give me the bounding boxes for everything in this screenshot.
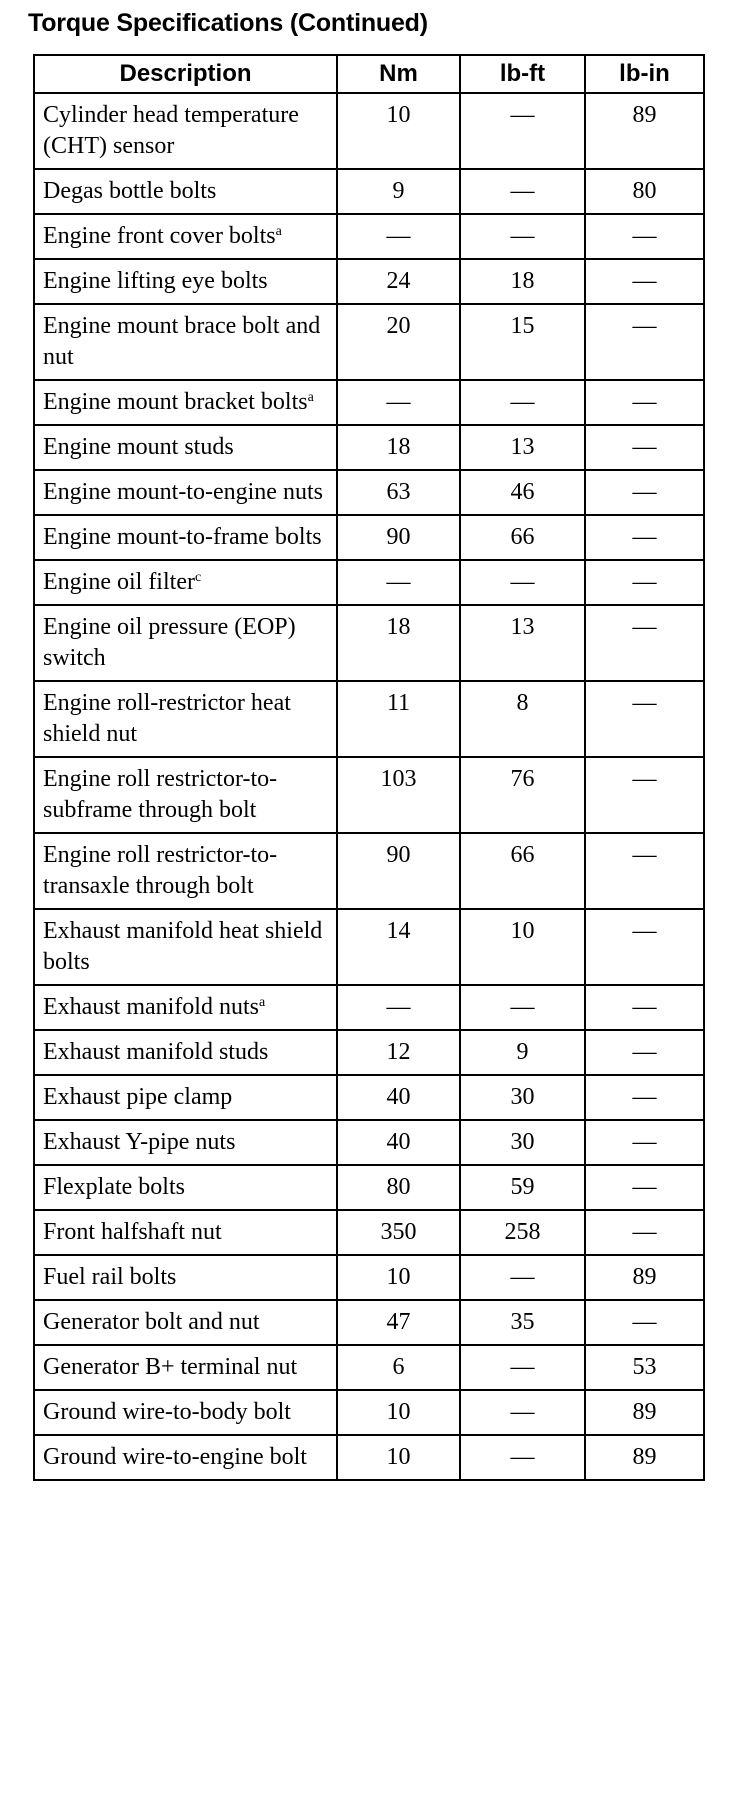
torque-spec-table [33,54,705,1481]
lb-in-cell: — [585,1030,704,1075]
description-text: Engine roll restrictor-to-subframe through bolt [43,766,278,823]
description-text: Generator bolt and nut [43,1309,260,1335]
table-row [34,605,704,681]
description-cell [34,259,337,304]
description-text: Cylinder head temperature (CHT) sensor [43,102,299,159]
description-text: Engine mount-to-frame bolts [43,524,322,550]
description-text: Generator B+ terminal nut [43,1354,298,1380]
description-cell [34,985,337,1030]
lb-ft-cell: — [460,1435,585,1480]
description-cell [34,214,337,259]
description-cell [34,757,337,833]
nm-cell: 80 [337,1165,460,1210]
description-text: Engine mount brace bolt and nut [43,313,321,370]
lb-in-cell: — [585,560,704,605]
description-text: Engine roll restrictor-to-transaxle through bolt [43,842,278,899]
description-cell [34,93,337,169]
table-row [34,169,704,214]
nm-cell: 20 [337,304,460,380]
table-row [34,304,704,380]
table-row [34,909,704,985]
lb-ft-cell: 46 [460,470,585,515]
nm-cell: 24 [337,259,460,304]
column-header-lb-ft: lb-ft [460,55,585,93]
table-row [34,560,704,605]
description-cell [34,1030,337,1075]
nm-cell: 11 [337,681,460,757]
nm-cell: 6 [337,1345,460,1390]
table-row [34,1075,704,1120]
lb-ft-cell: 8 [460,681,585,757]
description-cell [34,470,337,515]
table-row [34,1345,704,1390]
description-cell [34,909,337,985]
lb-in-cell: — [585,259,704,304]
description-cell [34,515,337,560]
description-cell [34,169,337,214]
lb-in-cell: 89 [585,1255,704,1300]
nm-cell: 14 [337,909,460,985]
description-text: Engine mount bracket bolts [43,389,308,415]
lb-ft-cell: — [460,380,585,425]
column-header-lb-in: lb-in [585,55,704,93]
lb-in-cell: — [585,304,704,380]
description-text: Engine lifting eye bolts [43,268,268,294]
footnote-marker: a [258,995,266,1010]
lb-ft-cell: — [460,1255,585,1300]
lb-in-cell: 89 [585,1390,704,1435]
table-row [34,259,704,304]
nm-cell: — [337,560,460,605]
lb-in-cell: 89 [585,1435,704,1480]
description-text: Flexplate bolts [43,1174,185,1200]
table-row [34,470,704,515]
nm-cell: 18 [337,605,460,681]
description-text: Engine front cover bolts [43,223,276,249]
lb-in-cell: — [585,833,704,909]
lb-ft-cell: 13 [460,605,585,681]
description-cell [34,833,337,909]
column-header-description: Description [34,55,337,93]
table-row [34,93,704,169]
description-cell [34,605,337,681]
nm-cell: 9 [337,169,460,214]
table-header-row [34,55,704,93]
description-cell [34,1300,337,1345]
description-cell [34,380,337,425]
description-text: Engine roll-restrictor heat shield nut [43,690,291,747]
footnote-marker: c [194,570,202,585]
table-row [34,425,704,470]
description-text: Exhaust manifold nuts [43,994,259,1020]
table-row [34,515,704,560]
lb-in-cell: — [585,214,704,259]
lb-in-cell: 53 [585,1345,704,1390]
lb-ft-cell: 59 [460,1165,585,1210]
description-text: Fuel rail bolts [43,1264,177,1290]
lb-in-cell: 80 [585,169,704,214]
description-text: Front halfshaft nut [43,1219,222,1245]
nm-cell: — [337,214,460,259]
lb-in-cell: — [585,1210,704,1255]
table-row [34,1210,704,1255]
description-cell [34,425,337,470]
table-row [34,1435,704,1480]
lb-ft-cell: — [460,93,585,169]
description-cell [34,1210,337,1255]
description-text: Degas bottle bolts [43,178,217,204]
description-text: Ground wire-to-body bolt [43,1399,291,1425]
lb-ft-cell: 76 [460,757,585,833]
lb-in-cell: 89 [585,93,704,169]
lb-ft-cell: 30 [460,1120,585,1165]
lb-ft-cell: 9 [460,1030,585,1075]
table-row [34,1255,704,1300]
lb-in-cell: — [585,681,704,757]
table-row [34,833,704,909]
lb-ft-cell: — [460,1390,585,1435]
description-text: Engine mount studs [43,434,234,460]
nm-cell: 90 [337,833,460,909]
lb-in-cell: — [585,605,704,681]
table-row [34,1120,704,1165]
lb-in-cell: — [585,757,704,833]
description-cell [34,1075,337,1120]
lb-in-cell: — [585,380,704,425]
lb-in-cell: — [585,1300,704,1345]
lb-in-cell: — [585,1075,704,1120]
page-title: Torque Specifications (Continued) [28,9,428,37]
description-text: Engine mount-to-engine nuts [43,479,323,505]
lb-ft-cell: 30 [460,1075,585,1120]
nm-cell: 350 [337,1210,460,1255]
nm-cell: 47 [337,1300,460,1345]
nm-cell: 18 [337,425,460,470]
nm-cell: 40 [337,1120,460,1165]
description-cell [34,1390,337,1435]
column-header-nm: Nm [337,55,460,93]
nm-cell: 10 [337,1435,460,1480]
lb-ft-cell: — [460,985,585,1030]
footnote-marker: a [275,224,282,239]
nm-cell: 63 [337,470,460,515]
description-text: Engine oil pressure (EOP) switch [43,614,296,671]
lb-ft-cell: 66 [460,833,585,909]
footnote-marker: a [307,390,314,405]
description-cell [34,1120,337,1165]
table-row [34,1165,704,1210]
lb-ft-cell: 258 [460,1210,585,1255]
description-text: Exhaust pipe clamp [43,1084,233,1110]
nm-cell: 40 [337,1075,460,1120]
lb-ft-cell: 18 [460,259,585,304]
description-cell [34,1435,337,1480]
nm-cell: 90 [337,515,460,560]
nm-cell: 10 [337,93,460,169]
lb-in-cell: — [585,985,704,1030]
table-row [34,681,704,757]
table-row [34,1390,704,1435]
description-cell [34,1255,337,1300]
lb-ft-cell: 15 [460,304,585,380]
lb-in-cell: — [585,515,704,560]
table-row [34,380,704,425]
table-row [34,214,704,259]
description-cell [34,560,337,605]
description-cell [34,1345,337,1390]
description-cell [34,1165,337,1210]
lb-ft-cell: — [460,560,585,605]
description-text: Ground wire-to-engine bolt [43,1444,307,1470]
description-cell [34,681,337,757]
lb-ft-cell: — [460,1345,585,1390]
lb-in-cell: — [585,470,704,515]
lb-ft-cell: 35 [460,1300,585,1345]
table-row [34,1030,704,1075]
table-row [34,1300,704,1345]
table-row [34,985,704,1030]
lb-ft-cell: — [460,214,585,259]
nm-cell: — [337,985,460,1030]
lb-in-cell: — [585,1120,704,1165]
nm-cell: — [337,380,460,425]
nm-cell: 103 [337,757,460,833]
description-text: Exhaust manifold heat shield bolts [43,918,323,975]
lb-ft-cell: 13 [460,425,585,470]
nm-cell: 12 [337,1030,460,1075]
description-cell [34,304,337,380]
lb-in-cell: — [585,1165,704,1210]
description-text: Exhaust manifold studs [43,1039,269,1065]
description-text: Engine oil filter [43,569,195,595]
nm-cell: 10 [337,1255,460,1300]
description-text: Exhaust Y-pipe nuts [43,1129,236,1155]
lb-in-cell: — [585,425,704,470]
nm-cell: 10 [337,1390,460,1435]
lb-in-cell: — [585,909,704,985]
lb-ft-cell: 66 [460,515,585,560]
table-row [34,757,704,833]
lb-ft-cell: — [460,169,585,214]
lb-ft-cell: 10 [460,909,585,985]
